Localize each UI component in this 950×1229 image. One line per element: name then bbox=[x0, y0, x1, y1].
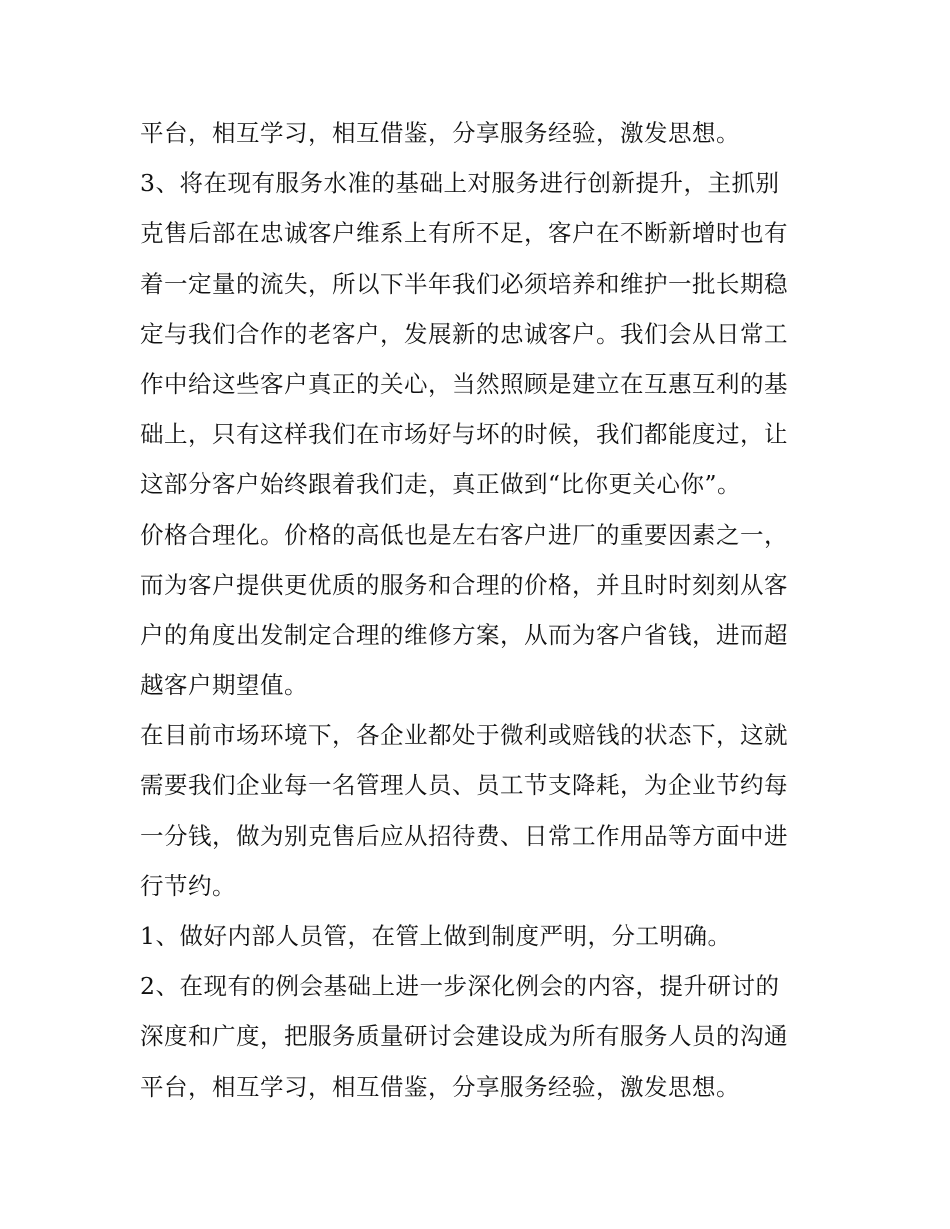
text-line: 户的角度出发制定合理的维修方案，从而为客户省钱，进而超 bbox=[140, 620, 788, 649]
text-line: 克售后部在忠诚客户维系上有所不足，客户在不断新增时也有 bbox=[140, 219, 788, 248]
text-line: 需要我们企业每一名管理人员、员工节支降耗，为企业节约每 bbox=[140, 771, 788, 800]
text-line: 价格合理化。价格的高低也是左右客户进厂的重要因素之一， bbox=[140, 520, 788, 549]
text-line: 平台，相互学习，相互借鉴，分享服务经验，激发思想。 bbox=[140, 119, 740, 147]
text-line: 作中给这些客户真正的关心，当然照顾是建立在互惠互利的基 bbox=[140, 369, 788, 398]
text-line: 一分钱，做为别克售后应从招待费、日常工作用品等方面中进 bbox=[140, 821, 788, 850]
text-line: 2、在现有的例会基础上进一步深化例会的内容，提升研讨的 bbox=[140, 972, 780, 1001]
text-line: 1、做好内部人员管，在管上做到制度严明，分工明确。 bbox=[140, 922, 732, 950]
text-line: 3、将在现有服务水准的基础上对服务进行创新提升，主抓别 bbox=[140, 169, 780, 198]
text-line: 定与我们合作的老客户，发展新的忠诚客户。我们会从日常工 bbox=[140, 319, 788, 348]
text-line: 行节约。 bbox=[140, 871, 236, 900]
text-line: 深度和广度，把服务质量研讨会建设成为所有服务人员的沟通 bbox=[140, 1022, 788, 1051]
text-line: 平台，相互学习，相互借鉴，分享服务经验，激发思想。 bbox=[140, 1072, 740, 1101]
text-line: 这部分客户始终跟着我们走，真正做到“比你更关心你”。 bbox=[140, 470, 742, 499]
text-line: 而为客户提供更优质的服务和合理的价格，并且时时刻刻从客 bbox=[140, 570, 788, 599]
document-body bbox=[140, 108, 820, 1112]
text-line: 础上，只有这样我们在市场好与坏的时候，我们都能度过，让 bbox=[140, 420, 788, 449]
text-line: 越客户期望值。 bbox=[140, 671, 308, 700]
text-line: 着一定量的流失，所以下半年我们必须培养和维护一批长期稳 bbox=[140, 269, 788, 298]
text-line: 在目前市场环境下，各企业都处于微利或赔钱的状态下，这就 bbox=[140, 721, 788, 750]
